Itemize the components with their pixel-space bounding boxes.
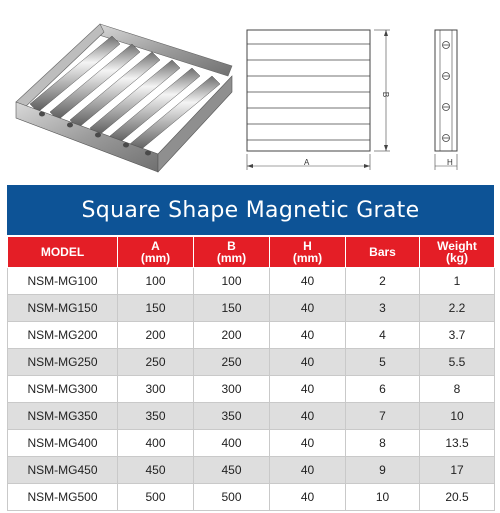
table-cell-b: 500 (194, 484, 270, 511)
front-view-drawing (238, 20, 403, 175)
column-header-label: Bars (369, 245, 396, 259)
table-cell-h: 40 (270, 322, 346, 349)
column-header-weight (420, 237, 495, 268)
column-header-label: MODEL (40, 245, 85, 259)
table-cell-bars: 6 (346, 376, 420, 403)
table-cell-model: NSM-MG300 (8, 376, 118, 403)
table-cell-a: 200 (118, 322, 194, 349)
table-cell-bars: 5 (346, 349, 420, 376)
table-cell-weight: 13.5 (420, 430, 495, 457)
table-cell-h: 40 (270, 349, 346, 376)
column-header-b (194, 237, 270, 268)
table-cell-h: 40 (270, 457, 346, 484)
column-header-label: Weight (437, 239, 477, 253)
table-cell-model: NSM-MG250 (8, 349, 118, 376)
table-cell-a: 400 (118, 430, 194, 457)
table-cell-weight: 1 (420, 268, 495, 295)
column-header-model (8, 237, 118, 268)
table-cell-model: NSM-MG100 (8, 268, 118, 295)
table-row (8, 457, 495, 484)
table-cell-a: 250 (118, 349, 194, 376)
table-row (8, 403, 495, 430)
table-cell-model: NSM-MG500 (8, 484, 118, 511)
column-header-bars (346, 237, 420, 268)
column-header-label: A (151, 239, 160, 253)
table-cell-weight: 3.7 (420, 322, 495, 349)
table-cell-h: 40 (270, 376, 346, 403)
dimension-label-a: A (304, 158, 310, 167)
product-illustrations (0, 0, 500, 183)
table-row (8, 376, 495, 403)
table-cell-model: NSM-MG350 (8, 403, 118, 430)
column-header-unit: (kg) (446, 251, 468, 265)
table-row (8, 430, 495, 457)
table-cell-h: 40 (270, 268, 346, 295)
table-cell-b: 200 (194, 322, 270, 349)
table-cell-b: 150 (194, 295, 270, 322)
table-cell-b: 400 (194, 430, 270, 457)
table-cell-model: NSM-MG150 (8, 295, 118, 322)
table-cell-weight: 17 (420, 457, 495, 484)
table-row (8, 268, 495, 295)
column-header-unit: (mm) (216, 251, 247, 265)
dimension-label-h: H (447, 158, 453, 167)
table-cell-a: 500 (118, 484, 194, 511)
table-cell-weight: 10 (420, 403, 495, 430)
table-cell-bars: 4 (346, 322, 420, 349)
dimension-label-b: B (381, 91, 391, 98)
table-cell-a: 350 (118, 403, 194, 430)
table-cell-h: 40 (270, 403, 346, 430)
magnetic-grate-photo (8, 14, 236, 176)
table-header-row (8, 237, 495, 268)
side-view-drawing (432, 20, 472, 175)
table-cell-weight: 8 (420, 376, 495, 403)
table-cell-a: 150 (118, 295, 194, 322)
table-cell-b: 300 (194, 376, 270, 403)
table-cell-bars: 3 (346, 295, 420, 322)
page-title: Square Shape Magnetic Grate (7, 185, 494, 235)
column-header-h (270, 237, 346, 268)
table-cell-model: NSM-MG200 (8, 322, 118, 349)
table-row (8, 295, 495, 322)
table-cell-b: 350 (194, 403, 270, 430)
table-cell-bars: 8 (346, 430, 420, 457)
table-cell-h: 40 (270, 430, 346, 457)
table-cell-bars: 7 (346, 403, 420, 430)
table-cell-bars: 9 (346, 457, 420, 484)
table-row (8, 484, 495, 511)
column-header-unit: (mm) (292, 251, 323, 265)
table-cell-a: 100 (118, 268, 194, 295)
column-header-unit: (mm) (140, 251, 171, 265)
table-cell-bars: 2 (346, 268, 420, 295)
table-cell-a: 300 (118, 376, 194, 403)
table-body (8, 268, 495, 511)
table-cell-b: 100 (194, 268, 270, 295)
table-cell-weight: 20.5 (420, 484, 495, 511)
table-cell-weight: 2.2 (420, 295, 495, 322)
table-cell-bars: 10 (346, 484, 420, 511)
table-cell-weight: 5.5 (420, 349, 495, 376)
table-row (8, 322, 495, 349)
table-cell-model: NSM-MG450 (8, 457, 118, 484)
table-cell-b: 250 (194, 349, 270, 376)
table-cell-h: 40 (270, 484, 346, 511)
column-header-label: H (303, 239, 312, 253)
table-cell-model: NSM-MG400 (8, 430, 118, 457)
table-row (8, 349, 495, 376)
table-cell-h: 40 (270, 295, 346, 322)
specification-table (7, 236, 495, 511)
table-cell-b: 450 (194, 457, 270, 484)
column-header-a (118, 237, 194, 268)
table-cell-a: 450 (118, 457, 194, 484)
column-header-label: B (227, 239, 236, 253)
